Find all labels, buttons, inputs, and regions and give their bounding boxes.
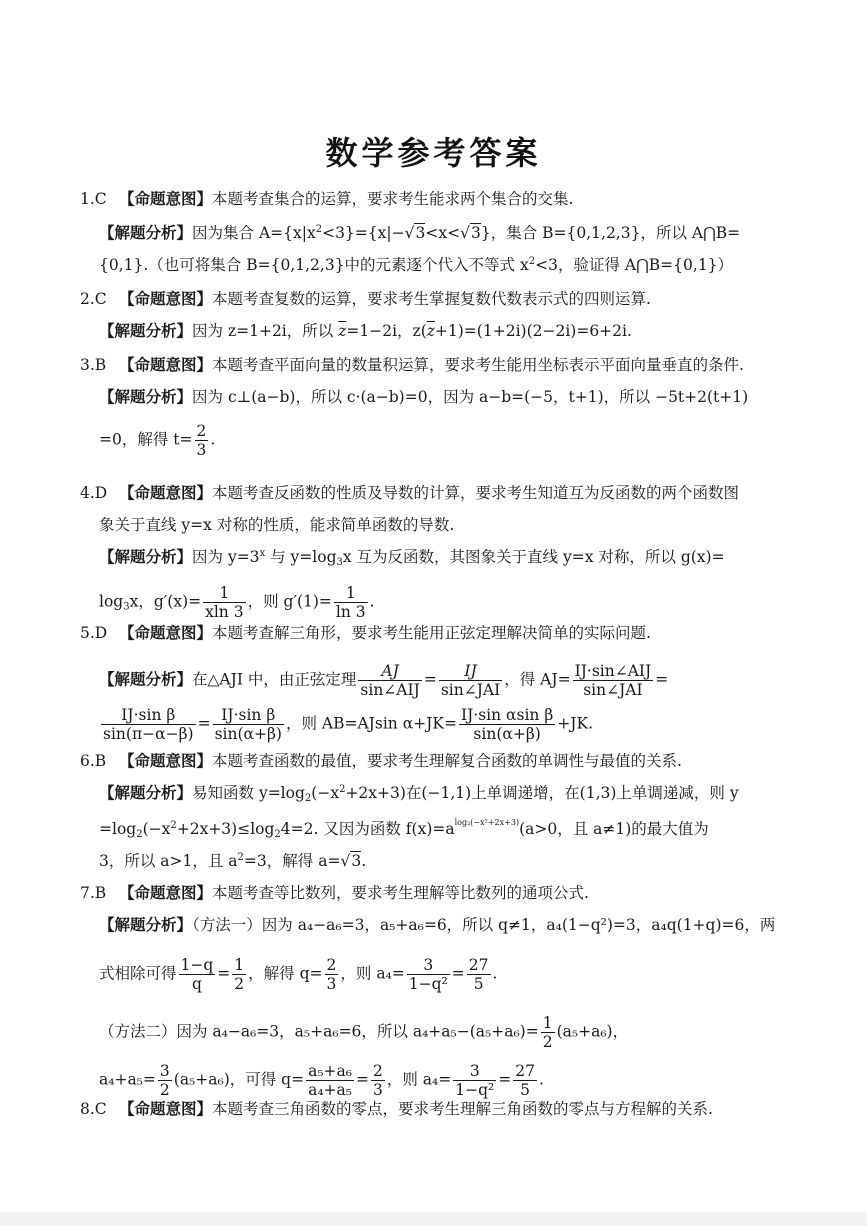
- q7-analysis-text: (a₅+a₆)，可得 q=: [173, 1070, 305, 1089]
- conjugate-z: $\overline{z}$: [338, 322, 347, 340]
- q4-analysis-text: ，则 g′(1)=: [247, 592, 332, 611]
- q2-analysis-text: +1)=(1+2i)(2−2i)=6+2i.: [434, 322, 632, 340]
- q2-analysis-text: =1−2i，z(: [346, 322, 427, 340]
- q7-analysis-line: [99, 914, 792, 936]
- denominator: 5: [473, 975, 484, 993]
- q1-analysis-text: }，集合 B={0,1,2,3}，所以 A⋂B=: [480, 224, 741, 242]
- q6-intent: 本题考查函数的最值，要求考生理解复合函数的单调性与最值的关系.: [211, 752, 682, 770]
- numerator: 27: [515, 1062, 535, 1080]
- denominator: 3: [326, 975, 337, 993]
- denominator: sin∠AIJ: [360, 681, 420, 699]
- q6-analysis-text: 3，所以 a>1，且 a: [99, 852, 238, 870]
- q4-analysis-text: .: [369, 592, 375, 611]
- denominator: sin∠JAI: [440, 681, 501, 699]
- period: .: [538, 1070, 544, 1089]
- denominator: 2: [234, 975, 245, 993]
- intent-tag: 【命题意图】: [118, 290, 212, 308]
- q5-analysis-text: ，则 AB=AJsin α+JK=: [285, 714, 457, 733]
- sqrt-sign: √: [404, 224, 415, 242]
- analysis-tag: 【解题分析】: [99, 670, 193, 689]
- q6-analysis-text: =3，解得 a=: [243, 852, 341, 870]
- q1-analysis-text: 因为集合 A={x|x: [192, 224, 316, 242]
- numerator: IJ: [439, 662, 502, 681]
- denominator: ln 3: [335, 603, 366, 621]
- intent-tag: 【命题意图】: [118, 752, 212, 770]
- sqrt-sign: √: [460, 224, 470, 242]
- period: .: [492, 964, 498, 983]
- q5-analysis-text: =: [655, 670, 669, 689]
- numerator: 3: [407, 956, 450, 975]
- fraction: [459, 706, 555, 743]
- equals: =: [217, 964, 231, 983]
- denominator: sin(α+β): [214, 725, 282, 743]
- intent-tag: 【命题意图】: [118, 356, 212, 374]
- conjugate-z: $\overline{z}$: [426, 322, 435, 340]
- q7-intent: 本题考查等比数列，要求考生理解等比数列的通项公式.: [211, 884, 589, 902]
- q4-number: 4.D: [80, 484, 108, 502]
- radicand: 3: [470, 224, 481, 242]
- denominator: 2: [542, 1033, 553, 1051]
- q4-analysis-line: [99, 546, 792, 568]
- fraction: [203, 584, 245, 621]
- numerator: 2: [196, 422, 207, 440]
- numerator: 1−q: [180, 956, 214, 974]
- q7-number: 7.B: [80, 884, 107, 902]
- exponent: log₂(−x²+2x+3): [454, 818, 520, 827]
- fraction: [439, 662, 502, 699]
- fraction: [158, 1062, 172, 1099]
- numerator: 1: [234, 956, 245, 974]
- q8-intent: 本题考查三角函数的零点，要求考生理解三角函数的零点与方程解的关系.: [211, 1100, 713, 1118]
- fraction: [195, 422, 209, 459]
- q3-intent-line: [80, 354, 792, 376]
- intent-tag: 【命题意图】: [118, 190, 212, 208]
- q8-number: 8.C: [80, 1100, 107, 1118]
- fraction: [453, 1062, 496, 1099]
- numerator: 1: [334, 584, 368, 603]
- q1-intent: 本题考查集合的运算，要求考生能求两个集合的交集.: [211, 190, 574, 208]
- q4-analysis-text: log: [99, 592, 124, 611]
- analysis-tag: 【解题分析】: [99, 548, 193, 566]
- log-base: 2: [136, 829, 143, 840]
- denominator: 1−q²: [408, 975, 448, 993]
- q3-analysis-text: .: [210, 430, 216, 449]
- q3-analysis-text: =0，解得 t=: [99, 430, 193, 449]
- q6-analysis-text: +2x+3)在(−1,1)上单调递增，在(1,3)上单调递减，则 y: [345, 784, 739, 802]
- equals: =: [423, 670, 437, 689]
- q5-analysis-text: +JK.: [557, 714, 594, 733]
- equals: =: [498, 1070, 512, 1089]
- q3-number: 3.B: [80, 356, 107, 374]
- intent-tag: 【命题意图】: [118, 884, 212, 902]
- denominator: sin(α+β): [473, 725, 541, 743]
- fraction: [541, 1014, 555, 1051]
- numerator: 27: [468, 956, 489, 974]
- q3-analysis-line: [99, 386, 792, 408]
- q8-intent-line: [80, 1098, 792, 1120]
- analysis-tag: 【解题分析】: [99, 916, 193, 934]
- q1-analysis-text: <x<: [425, 224, 461, 242]
- exponent: 2: [237, 852, 244, 863]
- sqrt-sign: √: [340, 852, 351, 870]
- exponent: 2: [528, 256, 536, 267]
- q5-analysis-line: [99, 662, 792, 699]
- q2-intent: 本题考查复数的运算，要求考生掌握复数代数表示式的四则运算.: [211, 290, 651, 308]
- analysis-tag: 【解题分析】: [99, 388, 193, 406]
- intent-tag: 【命题意图】: [118, 484, 212, 502]
- fraction: [334, 584, 368, 621]
- analysis-tag: 【解题分析】: [99, 224, 193, 242]
- denominator: 5: [520, 1081, 531, 1099]
- q4-intent: 本题考查反函数的性质及导数的计算，要求考生知道互为反函数的两个函数图: [211, 484, 739, 502]
- q7-intent-line: [80, 882, 792, 904]
- q7-analysis-text: （方法二）因为 a₄−a₆=3，a₅+a₆=6，所以 a₄+a₅−(a₅+a₆)=: [99, 1022, 539, 1041]
- q1-analysis-text: {0,1}.（也可将集合 B={0,1,2,3}中的元素逐个代入不等式 x: [99, 256, 529, 274]
- q5-number: 5.D: [80, 624, 108, 642]
- denominator: a₄+a₅: [308, 1081, 352, 1099]
- q6-analysis-text: (−x: [311, 784, 340, 802]
- q6-analysis-text: 4=2. 又因为函数 f(x)=a: [280, 820, 455, 838]
- q7-method2-line: [99, 1014, 792, 1051]
- fraction: [371, 1062, 385, 1099]
- q2-intent-line: [80, 288, 792, 310]
- q6-intent-line: [80, 750, 792, 772]
- q2-number: 2.C: [80, 290, 107, 308]
- numerator: 3: [453, 1062, 496, 1081]
- fraction: [213, 706, 284, 743]
- q1-analysis-line-2: [99, 254, 792, 276]
- q6-analysis-text: (−x: [142, 820, 171, 838]
- radicand: 3: [415, 224, 426, 242]
- q6-analysis-line: [99, 782, 792, 804]
- q6-analysis-text: =log: [99, 820, 137, 838]
- q7-analysis-text: （方法一）因为 a₄−a₆=3，a₅+a₆=6，所以 q≠1，a₄(1−q²)=3，a₄q(1+q)=6，两: [192, 916, 776, 934]
- denominator: sin∠JAI: [583, 681, 643, 699]
- numerator: 1: [542, 1014, 553, 1032]
- equals: =: [356, 1070, 369, 1089]
- q5-intent-line: [80, 622, 792, 644]
- q1-analysis-text: <3}={x|−: [322, 224, 405, 242]
- numerator: a₅+a₆: [308, 1062, 352, 1080]
- exponent: 2: [170, 820, 177, 831]
- log-base: 2: [274, 829, 281, 840]
- denominator: xln 3: [205, 603, 244, 621]
- q7-analysis-text: (a₅+a₆)，: [556, 1022, 629, 1041]
- q6-analysis-text: (a>0，且 a≠1)的最大值为: [519, 820, 709, 838]
- page-bottom-band: [0, 1212, 867, 1226]
- page-title: 数学参考答案: [325, 134, 542, 172]
- q7-analysis-text: a₄+a₅=: [99, 1070, 156, 1089]
- denominator: q: [191, 975, 202, 993]
- fraction: [325, 956, 339, 993]
- q7-analysis-line-2: [99, 956, 792, 993]
- q6-analysis-text: +2x+3)≤log: [176, 820, 275, 838]
- q3-intent: 本题考查平面向量的数量积运算，要求考生能用坐标表示平面向量垂直的条件.: [211, 356, 744, 374]
- exponent: 2: [315, 224, 323, 235]
- log-base: 2: [304, 793, 312, 804]
- denominator: 3: [196, 441, 207, 459]
- intent-tag: 【命题意图】: [118, 1100, 212, 1118]
- q4-analysis-text: 与 y=log: [265, 548, 337, 566]
- fraction: [573, 662, 654, 699]
- log-base: 3: [336, 557, 343, 568]
- denominator: 1−q²: [455, 1081, 495, 1099]
- q2-analysis-text: 因为 z=1+2i，所以: [192, 322, 339, 340]
- analysis-tag: 【解题分析】: [99, 322, 193, 340]
- denominator: 3: [373, 1081, 383, 1099]
- q4-analysis-text: x 互为反函数，其图象关于直线 y=x 对称，所以 g(x)=: [342, 548, 725, 566]
- numerator: IJ·sin αsin β: [460, 706, 554, 724]
- fraction: [179, 956, 216, 993]
- numerator: 2: [326, 956, 337, 974]
- numerator: IJ·sin β: [101, 706, 196, 725]
- q5-intent: 本题考查解三角形，要求考生能用正弦定理解决简单的实际问题.: [211, 624, 651, 642]
- fraction: [232, 956, 246, 993]
- fraction: [513, 1062, 537, 1099]
- log-base: 3: [123, 601, 130, 613]
- q7-analysis-text: ，解得 q=: [248, 964, 323, 983]
- numerator: 3: [159, 1062, 170, 1080]
- q4-analysis-line-2: [99, 584, 792, 621]
- fraction: [358, 662, 421, 699]
- exponent: x: [259, 548, 266, 559]
- numerator: AJ: [358, 662, 421, 681]
- q7-analysis-text: ，则 a₄=: [340, 964, 405, 983]
- q3-analysis-text: 因为 c⊥(a−b)，所以 c·(a−b)=0，因为 a−b=(−5，t+1)，所以 −5t+2(t+1): [192, 388, 749, 406]
- q6-analysis-line-2: [99, 818, 792, 840]
- numerator: IJ·sin∠AIJ: [574, 662, 652, 680]
- q3-analysis-line-2: [99, 422, 792, 459]
- q7-analysis-text: 式相除可得: [99, 964, 177, 983]
- q5-analysis-text: ，得 AJ=: [504, 670, 571, 689]
- q1-analysis-line: [99, 222, 792, 244]
- q1-analysis-text: <3，验证得 A⋂B={0,1}）: [535, 256, 734, 274]
- q2-analysis-line: [99, 320, 792, 342]
- fraction: [407, 956, 450, 993]
- q1-number: 1.C: [80, 190, 107, 208]
- fraction: [101, 706, 196, 743]
- q6-analysis-line-3: [99, 850, 792, 872]
- q4-intent-line-2: [99, 514, 792, 536]
- denominator: 2: [159, 1081, 170, 1099]
- intent-tag: 【命题意图】: [118, 624, 212, 642]
- fraction: [306, 1062, 354, 1099]
- radicand: 3: [351, 852, 362, 870]
- q6-number: 6.B: [80, 752, 107, 770]
- q1-intent-line: [80, 188, 792, 210]
- q7-analysis-text: ，则 a₄=: [386, 1070, 452, 1089]
- q4-intent-2: 象关于直线 y=x 对称的性质，能求简单函数的导数.: [99, 516, 455, 534]
- exponent: 2: [339, 784, 346, 795]
- numerator: 1: [203, 584, 245, 603]
- equals: =: [197, 714, 211, 733]
- q7-method2-line-2: [99, 1062, 792, 1099]
- q4-analysis-text: 因为 y=3: [192, 548, 260, 566]
- numerator: IJ·sin β: [213, 706, 284, 725]
- equals: =: [451, 964, 465, 983]
- q4-analysis-text: x，g′(x)=: [129, 592, 202, 611]
- q4-intent-line: [80, 482, 792, 504]
- analysis-tag: 【解题分析】: [99, 784, 193, 802]
- fraction: [467, 956, 491, 993]
- numerator: 2: [373, 1062, 383, 1080]
- denominator: sin(π−α−β): [103, 725, 194, 743]
- q6-analysis-text: .: [361, 852, 367, 870]
- q5-analysis-text: 在△AJI 中，由正弦定理: [192, 670, 357, 689]
- q6-analysis-text: 易知函数 y=log: [192, 784, 305, 802]
